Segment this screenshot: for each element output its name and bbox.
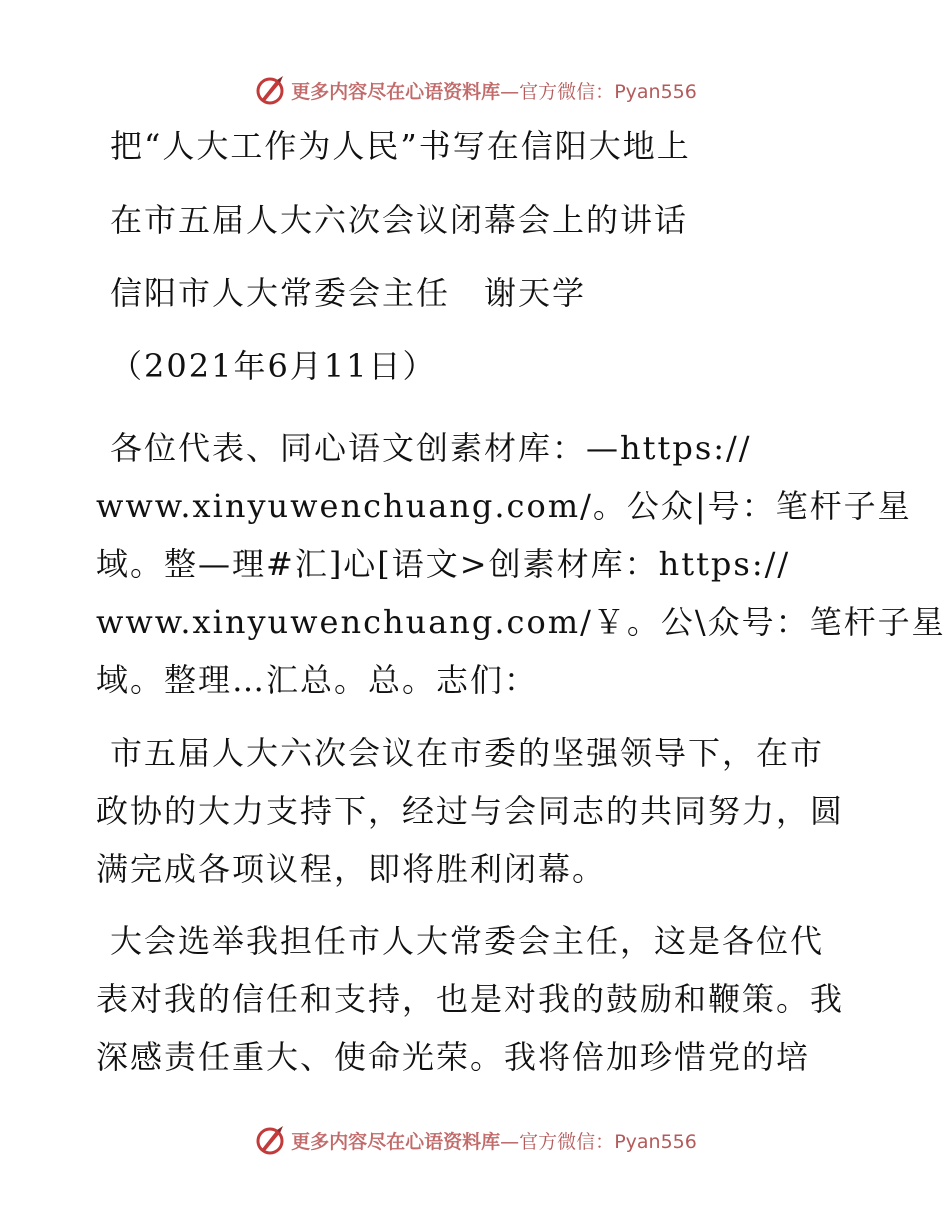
quill-pen-logo-icon — [253, 1123, 287, 1157]
body-paragraph-1 — [96, 724, 844, 898]
watermark-text — [291, 77, 697, 104]
greeting-line: 域。整—理#汇]心[语文>创素材库：https:// — [96, 545, 791, 583]
greeting-line: www.xinyuwenchuang.com/￥。公\众号：笔杆子星 — [96, 603, 946, 641]
watermark-wechat-id: Pyan556 — [614, 1130, 697, 1153]
watermark-wechat-id: Pyan556 — [614, 80, 697, 103]
watermark-dash: — — [500, 80, 520, 103]
document-date: （2021年6月11日） — [110, 347, 437, 385]
greeting-line: www.xinyuwenchuang.com/。公众|号：笔杆子星 — [96, 487, 912, 525]
document-title: 把“人大工作为人民”书写在信阳大地上 — [110, 127, 691, 165]
greeting-line: 各位代表、同心语文创素材库：—https:// — [110, 429, 752, 467]
quill-pen-logo-icon — [253, 73, 287, 107]
document-author: 信阳市人大常委会主任 谢天学 — [110, 274, 587, 312]
watermark-dash: — — [500, 1130, 520, 1153]
paragraph-line: 深感责任重大、使命光荣。我将倍加珍惜党的培 — [96, 1038, 811, 1076]
watermark-main-text: 更多内容尽在心语资料库 — [291, 80, 501, 103]
body-paragraph-2 — [96, 912, 844, 1086]
watermark-main-text: 更多内容尽在心语资料库 — [291, 1130, 501, 1153]
header-watermark — [253, 73, 697, 107]
paragraph-line: 大会选举我担任市人大常委会主任，这是各位代 — [110, 922, 825, 960]
document-subtitle: 在市五届人大六次会议闭幕会上的讲话 — [110, 201, 689, 239]
watermark-text — [291, 1127, 697, 1154]
watermark-wechat-label: 官方微信： — [519, 80, 615, 103]
footer-watermark — [253, 1123, 697, 1157]
paragraph-line: 表对我的信任和支持，也是对我的鼓励和鞭策。我 — [96, 980, 845, 1018]
greeting-paragraph — [96, 419, 946, 709]
watermark-wechat-label: 官方微信： — [519, 1130, 615, 1153]
header-watermark-banner — [0, 70, 950, 110]
greeting-line: 域。整理…汇总。总。志们： — [96, 661, 539, 699]
paragraph-line: 市五届人大六次会议在市委的坚强领导下，在市 — [110, 734, 825, 772]
footer-watermark-banner — [0, 1120, 950, 1160]
paragraph-line: 满完成各项议程，即将胜利闭幕。 — [96, 850, 607, 888]
paragraph-line: 政协的大力支持下，经过与会同志的共同努力，圆 — [96, 792, 845, 830]
